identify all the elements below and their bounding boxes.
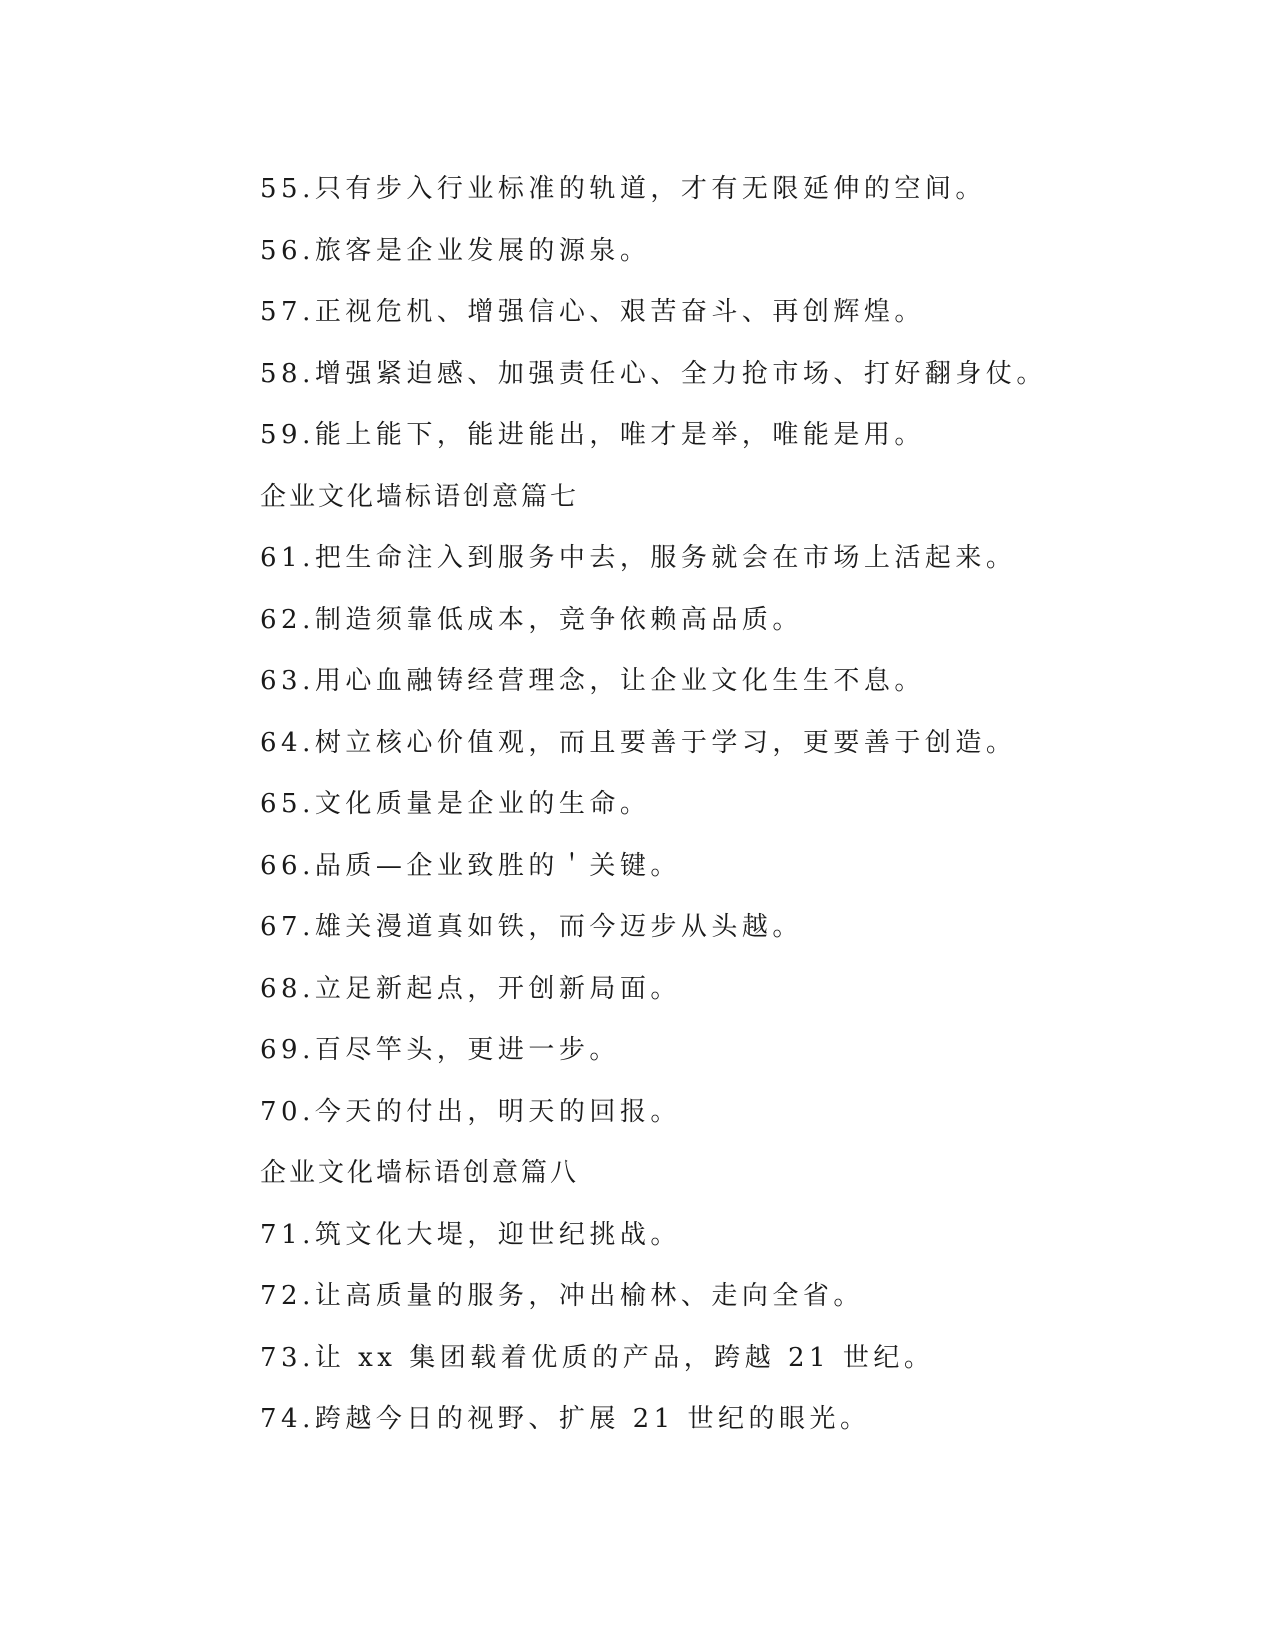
list-item: 71.筑文化大堤，迎世纪挑战。 (260, 1219, 681, 1250)
list-item: 69.百尽竿头，更进一步。 (260, 1035, 620, 1065)
list-item: 62.制造须靠低成本，竞争依赖高品质。 (260, 604, 803, 635)
section-heading: 企业文化墙标语创意篇七 (260, 481, 580, 512)
list-item: 61.把生命注入到服务中去，服务就会在市场上活起来。 (260, 543, 1017, 573)
list-item: 58.增强紧迫感、加强责任心、全力抢市场、打好翻身仗。 (260, 358, 1047, 389)
list-item: 64.树立核心价值观，而且要善于学习，更要善于创造。 (260, 727, 1017, 758)
list-item: 65.文化质量是企业的生命。 (260, 789, 651, 819)
document-body (260, 159, 1080, 1451)
list-item: 68.立足新起点，开创新局面。 (260, 973, 681, 1004)
list-item: 74.跨越今日的视野、扩展 21 世纪的眼光。 (260, 1404, 871, 1434)
list-item: 56.旅客是企业发展的源泉。 (260, 235, 651, 266)
section-heading: 企业文化墙标语创意篇八 (260, 1158, 580, 1188)
list-item: 59.能上能下，能进能出，唯才是举，唯能是用。 (260, 420, 925, 450)
list-item: 73.让 xx 集团载着优质的产品，跨越 21 世纪。 (260, 1342, 935, 1373)
list-item: 70.今天的付出，明天的回报。 (260, 1096, 681, 1127)
list-item: 57.正视危机、增强信心、艰苦奋斗、再创辉煌。 (260, 297, 925, 327)
list-item: 55.只有步入行业标准的轨道，才有无限延伸的空间。 (260, 174, 986, 204)
list-item: 63.用心血融铸经营理念，让企业文化生生不息。 (260, 666, 925, 696)
list-item: 67.雄关漫道真如铁，而今迈步从头越。 (260, 912, 803, 942)
list-item: 72.让高质量的服务，冲出榆林、走向全省。 (260, 1281, 864, 1311)
list-item: 66.品质—企业致胜的＇关键。 (260, 850, 681, 881)
